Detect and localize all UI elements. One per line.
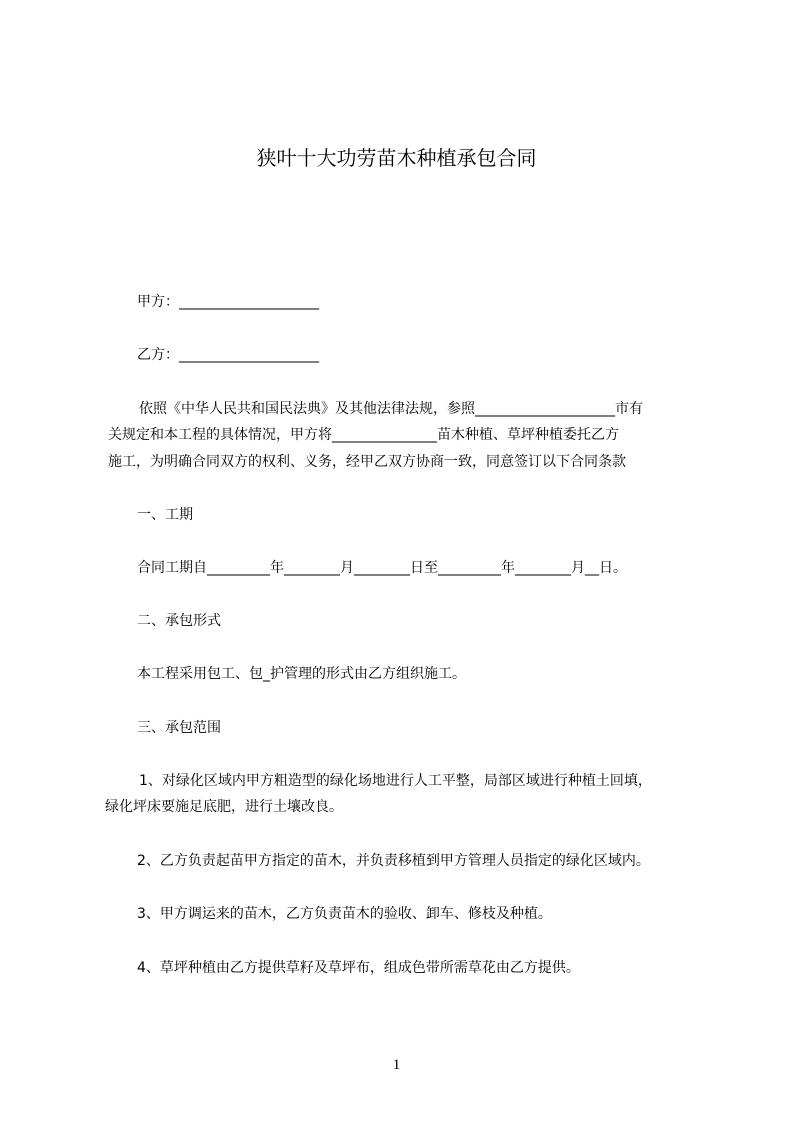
section-3-item-1-line-2: 绿化坪床要施足底肥，进行土壤改良。: [105, 799, 343, 815]
section-3-item-3: 3、甲方调运来的苗木，乙方负责苗木的验收、卸车、修枝及种植。: [137, 906, 552, 922]
section-3-item-1-line-1: 1、对绿化区域内甲方粗造型的绿化场地进行人工平整，局部区域进行种植土回填，: [139, 773, 652, 789]
intro-line-1: 依照《中华人民共和国民法典》及其他法律法规，参照____________________市有: [139, 401, 643, 417]
section-1-heading: 一、工期: [137, 507, 193, 523]
page-number: 1: [392, 1057, 401, 1073]
party-b-line: 乙方：____________________: [137, 347, 319, 363]
section-3-item-4: 4、草坪种植由乙方提供草籽及草坪布，组成色带所需草花由乙方提供。: [137, 960, 580, 976]
intro-line-3: 施工，为明确合同双方的权利、义务，经甲乙双方协商一致，同意签订以下合同条款: [108, 454, 626, 470]
section-3-heading: 三、承包范围: [137, 720, 221, 736]
document-title: 狭叶十大功劳苗木种植承包合同: [256, 146, 537, 170]
section-3-item-2: 2、乙方负责起苗甲方指定的苗木，并负责移植到甲方管理人员指定的绿化区域内。: [137, 853, 650, 869]
section-2-text: 本工程采用包工、包_护管理的形式由乙方组织施工。: [137, 666, 466, 682]
intro-line-2: 关规定和本工程的具体情况，甲方将_______________苗木种植、草坪种植委托乙方: [108, 427, 619, 443]
section-1-text: 合同工期自_________年________月________日至_________年________月__日。: [137, 560, 627, 576]
party-a-line: 甲方：____________________: [137, 294, 319, 310]
section-2-heading: 二、承包形式: [137, 613, 221, 629]
